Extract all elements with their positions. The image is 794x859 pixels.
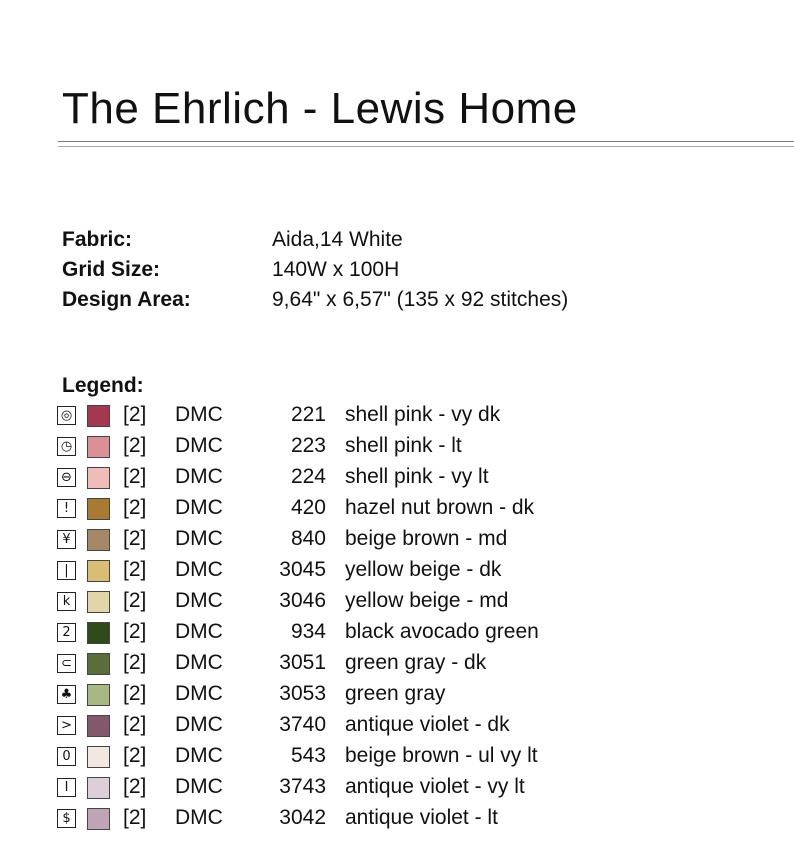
thread-code: 3046 — [279, 589, 326, 612]
thread-brand: DMC — [175, 434, 223, 457]
color-swatch — [87, 560, 110, 582]
color-name: green gray - dk — [345, 651, 487, 674]
thread-brand: DMC — [175, 403, 223, 426]
stitch-symbol-icon: ⊂ — [57, 654, 76, 673]
strand-count: [2] — [123, 558, 147, 581]
title-underline — [58, 141, 794, 142]
strand-count: [2] — [123, 806, 147, 829]
color-name: beige brown - ul vy lt — [345, 744, 538, 767]
thread-code: 223 — [290, 434, 326, 457]
thread-code: 221 — [290, 403, 326, 426]
strand-count: [2] — [123, 496, 147, 519]
stitch-symbol-icon: ⊖ — [57, 468, 76, 487]
color-swatch — [87, 591, 110, 613]
color-name: black avocado green — [345, 620, 539, 643]
color-name: shell pink - vy dk — [345, 403, 501, 426]
stitch-symbol-icon: ! — [57, 499, 76, 518]
color-name: shell pink - lt — [345, 434, 462, 457]
thread-brand: DMC — [175, 775, 223, 798]
legend-title: Legend: — [62, 374, 144, 397]
thread-brand: DMC — [175, 527, 223, 550]
thread-brand: DMC — [175, 682, 223, 705]
stitch-symbol-icon: | — [57, 561, 76, 580]
stitch-symbol-icon: ¥ — [57, 530, 76, 549]
thread-code: 420 — [290, 496, 326, 519]
thread-code: 3743 — [279, 775, 326, 798]
strand-count: [2] — [123, 527, 147, 550]
color-swatch — [87, 498, 110, 520]
color-name: shell pink - vy lt — [345, 465, 489, 488]
color-swatch — [87, 405, 110, 427]
thread-code: 934 — [290, 620, 326, 643]
color-name: antique violet - lt — [345, 806, 498, 829]
grid-size-label: Grid Size: — [62, 258, 161, 281]
color-name: yellow beige - md — [345, 589, 509, 612]
strand-count: [2] — [123, 620, 147, 643]
strand-count: [2] — [123, 775, 147, 798]
thread-brand: DMC — [175, 651, 223, 674]
thread-brand: DMC — [175, 496, 223, 519]
color-name: green gray — [345, 682, 446, 705]
color-swatch — [87, 529, 110, 551]
stitch-symbol-icon: 0 — [57, 747, 76, 766]
color-name: beige brown - md — [345, 527, 508, 550]
strand-count: [2] — [123, 682, 147, 705]
stitch-symbol-icon: ◷ — [57, 437, 76, 456]
page-title: The Ehrlich - Lewis Home — [62, 84, 578, 133]
stitch-symbol-icon: > — [57, 716, 76, 735]
strand-count: [2] — [123, 744, 147, 767]
thread-code: 224 — [290, 465, 326, 488]
thread-brand: DMC — [175, 620, 223, 643]
color-swatch — [87, 777, 110, 799]
color-swatch — [87, 467, 110, 489]
strand-count: [2] — [123, 403, 147, 426]
color-swatch — [87, 746, 110, 768]
thread-brand: DMC — [175, 558, 223, 581]
color-swatch — [87, 436, 110, 458]
grid-size-value: 140W x 100H — [272, 258, 400, 281]
title-underline-secondary — [58, 146, 794, 147]
design-area-value: 9,64" x 6,57" (135 x 92 stitches) — [272, 288, 569, 311]
thread-code: 543 — [290, 744, 326, 767]
thread-brand: DMC — [175, 806, 223, 829]
stitch-symbol-icon: ♣ — [57, 685, 76, 704]
stitch-symbol-icon: $ — [57, 809, 76, 828]
color-swatch — [87, 715, 110, 737]
thread-brand: DMC — [175, 744, 223, 767]
strand-count: [2] — [123, 713, 147, 736]
color-swatch — [87, 622, 110, 644]
thread-code: 3053 — [279, 682, 326, 705]
strand-count: [2] — [123, 465, 147, 488]
thread-code: 3042 — [279, 806, 326, 829]
color-name: yellow beige - dk — [345, 558, 502, 581]
stitch-symbol-icon: 2 — [57, 623, 76, 642]
color-swatch — [87, 653, 110, 675]
stitch-symbol-icon: ◎ — [57, 406, 76, 425]
thread-brand: DMC — [175, 713, 223, 736]
thread-code: 3045 — [279, 558, 326, 581]
thread-code: 3740 — [279, 713, 326, 736]
stitch-symbol-icon: I — [57, 778, 76, 797]
design-area-label: Design Area: — [62, 288, 191, 311]
color-swatch — [87, 684, 110, 706]
color-name: antique violet - dk — [345, 713, 510, 736]
color-name: antique violet - vy lt — [345, 775, 525, 798]
thread-code: 3051 — [279, 651, 326, 674]
fabric-value: Aida,14 White — [272, 228, 403, 251]
strand-count: [2] — [123, 651, 147, 674]
color-name: hazel nut brown - dk — [345, 496, 535, 519]
strand-count: [2] — [123, 589, 147, 612]
fabric-label: Fabric: — [62, 228, 133, 251]
thread-code: 840 — [290, 527, 326, 550]
thread-brand: DMC — [175, 465, 223, 488]
thread-brand: DMC — [175, 589, 223, 612]
stitch-symbol-icon: k — [57, 592, 76, 611]
color-swatch — [87, 808, 110, 830]
strand-count: [2] — [123, 434, 147, 457]
